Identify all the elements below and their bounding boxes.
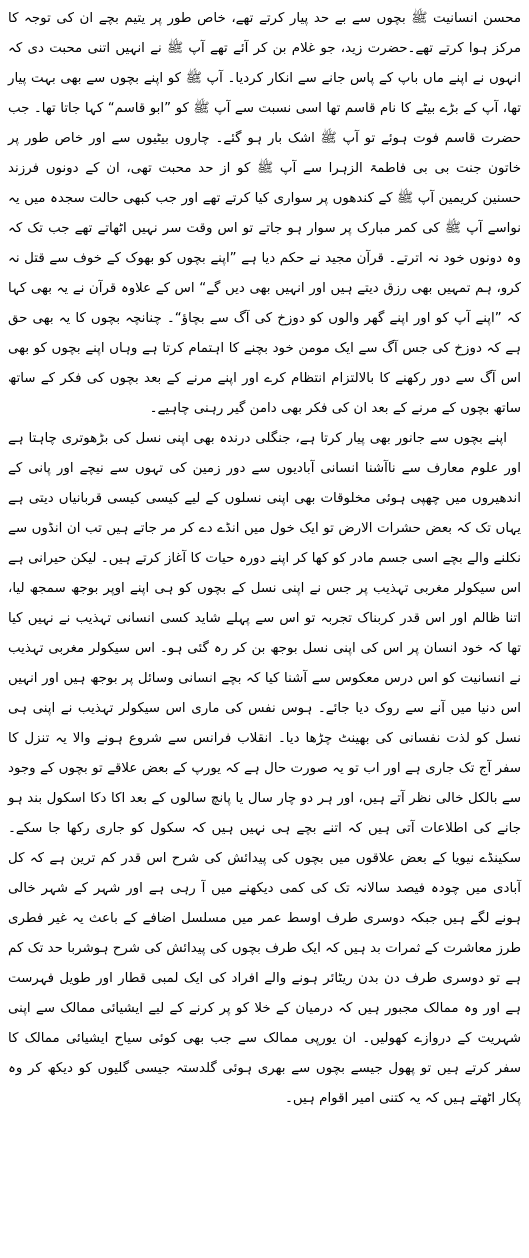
- paragraph-2: اپنے بچوں سے جانور بھی پیار کرتا ہے، جنگلی درندہ بھی اپنی نسل کی بڑھوتری چاہتا ہے اور علوم معارف سے ناآشنا انسانی آبادیوں سے دور زمین کی تہوں سے نیچے اور پانی کے اندھیروں میں چھپی ہوئی مخلوقات بھی اپنی نسلوں کے لیے کیسی کیسی قربانیاں دیتی ہے یہاں تک کہ بعض حشرات الارض تو ایک خول میں انڈے دے کر مر جاتے ہیں تب ان انڈوں سے نکلنے والے بچے اسی جسم مادر کو کھا کر اپنے دورہ حیات کا آغاز کرتے ہیں۔ لیکن حیرانی ہے اس سیکولر مغربی تہذیب پر جس نے اپنی نسل کے بچوں کو ہی اپنے اوپر بوجھ سمجھ لیا، اتنا ظالم اور اس قدر کربناک تجربہ تو اس سے پہلے شاید کسی انسانی تہذیب نے نہیں کیا تھا کہ خود انسان پر اس کی اپنی نسل بوجھ بن کر رہ گئی ہو۔ اس سیکولر مغربی تہذیب نے انسانیت کو اس درس معکوس سے آشنا کیا کہ بچے انسانی وسائل پر بوجھ ہیں اور انہیں اس دنیا میں آنے سے روک دیا جائے۔ ہوس نفس کی ماری اس سیکولر تہذیب نے اپنی ہی نسل کو لذت نفسانی کی بھینٹ چڑھا دیا۔ انقلاب فرانس سے شروع ہونے والا یہ تنزل کا سفر آج تک جاری ہے اور اب تو یہ صورت حال ہے کہ یورپ کے بعض علاقے تو بچوں کے وجود سے بالکل خالی نظر آتے ہیں، اور ہر دو چار سال یا پانچ سالوں کے بعد اکا دکا اسکول بند ہو جانے کی اطلاعات آتی ہیں کہ اتنے بچے ہی نہیں ہیں کہ سکول کو جاری رکھا جا سکے۔ سکینڈے نیویا کے بعض علاقوں میں بچوں کی پیدائش کی شرح اس قدر کم ترین ہے کہ کل آبادی میں چودہ فیصد سالانہ تک کی کمی دیکھنے میں آ رہی ہے اور شہر کے شہر خالی ہونے لگے ہیں جبکہ دوسری طرف اوسط عمر میں مسلسل اضافے کے باعث یہ غیر فطری طرز معاشرت کے ثمرات بد ہیں کہ ایک طرف بچوں کی پیدائش کی شرح ہوشربا حد تک کم ہے تو دوسری طرف دن بدن ریٹائر ہونے والے افراد کی ایک لمبی قطار اور طویل فہرست ہے اور وہ ممالک مجبور ہیں کہ درمیان کے خلا کو پر کرنے کے لیے ایشیائی ممالک سے اپنی شہریت کے دروازے کھولیں۔ ان یورپی ممالک سے جب بھی کوئی سیاح ایشیائی ممالک کا سفر کرتے ہیں تو پھول جیسے بچوں سے بھری ہوئی گلدستہ جیسی گلیوں کو دیکھ کر وہ پکار اٹھتے ہیں کہ یہ کتنی امیر اقوام ہیں۔: [8, 431, 521, 1106]
- paragraph-1: محسن انسانیت ﷺ بچوں سے بے حد پیار کرتے تھے، خاص طور پر یتیم بچے ان کی توجہ کا مرکز ہوا کرتے تھے۔حضرت زید، جو غلام بن کر آئے تھے آپ ﷺ نے انہیں اتنی محبت دی کہ انہوں نے اپنے ماں باپ کے پاس جانے سے انکار کردیا۔ آپ ﷺ کو اپنے بچوں سے بھی بہت پیار تھا، آپ کے بڑے بیٹے کا نام قاسم تھا اسی نسبت سے آپ ﷺ کو ”ابو قاسم“ کہا جاتا تھا۔ جب حضرت قاسم فوت ہوئے تو آپ ﷺ اشک بار ہو گئے۔ چاروں بیٹیوں سے اور خاص طور پر خاتون جنت بی بی فاطمۃ الزہرا سے آپ ﷺ کو از حد محبت تھی، ان کے دونوں فرزند حسنین کریمین آپ ﷺ کے کندھوں پر سواری کیا کرتے تھے اور جب کبھی حالت سجدہ میں یہ نواسے آپ ﷺ کی کمر مبارک پر سوار ہو جاتے تو اس وقت سر نہیں اٹھاتے تھے جب تک کہ وہ دونوں خود نہ اترتے۔ قرآن مجید نے حکم دیا ہے ”اپنے بچوں کو بھوک کے خوف سے قتل نہ کرو، ہم تمہیں بھی رزق دیتے ہیں اور انہیں بھی دیں گے“ اس کے علاوہ قرآن نے یہ بھی کہا کہ ”اپنے آپ کو اور اپنے گھر والوں کو دوزخ کی آگ سے بچاؤ“۔ چنانچہ بچوں کا یہ بھی حق ہے کہ دوزخ کی جس آگ سے ایک مومن خود بچنے کا اہتمام کرتا ہے وہاں اپنے بچوں کو بھی اس آگ سے دور رکھنے کا بالالتزام انتظام کرے اور اپنے مرنے کے بعد بچوں کی فکر کے ساتھ ساتھ بچوں کے مرنے کے بعد ان کی فکر بھی دامن گیر رہنی چاہیے۔: [8, 11, 521, 416]
